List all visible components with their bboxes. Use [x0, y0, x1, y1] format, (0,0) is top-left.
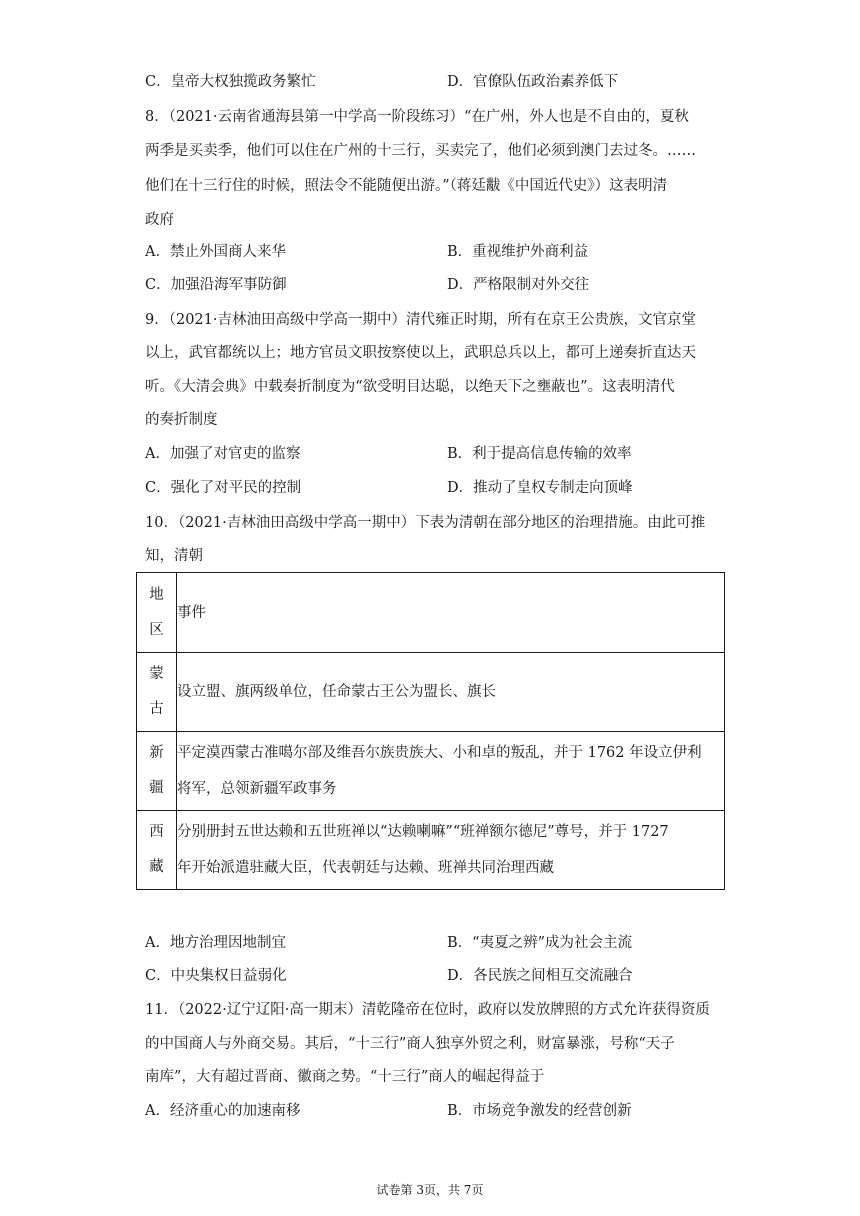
table-cell-event: 分别册封五世达赖和五世班禅以“达赖喇嘛”“班禅额尔德尼”尊号，并于 1727 年开始派遣驻藏大臣，代表朝廷与达赖、班禅共同治理西藏: [177, 811, 725, 890]
q10-option-c: C．中央集权日益弱化: [145, 968, 287, 984]
q11-stem-line: 南库”，大有超过晋商、徽商之势。“十三行”商人的崛起得益于: [145, 1069, 545, 1085]
q7-option-c: C．皇帝大权独揽政务繁忙: [145, 74, 316, 90]
table-row: [137, 653, 725, 732]
page-footer: 试卷第 3页，共 7页: [376, 1183, 484, 1197]
q11-stem-line: 11．（2022·辽宁辽阳·高一期末）清乾隆帝在位时，政府以发放牌照的方式允许获得资质: [145, 1002, 710, 1018]
table-header-region: 地区: [137, 573, 177, 653]
q10-stem-line: 知，清朝: [145, 548, 203, 564]
q9-stem-line: 9．（2021·吉林油田高级中学高一期中）清代雍正时期，所有在京王公贵族，文官京堂: [145, 312, 696, 328]
q8-stem-line: 他们在十三行住的时候，照法令不能随便出游。”（蒋廷黻《中国近代史》）这表明清: [145, 178, 668, 194]
table-row: [137, 811, 725, 890]
table-cell-event: 平定漠西蒙古准噶尔部及维吾尔族贵族大、小和卓的叛乱，并于 1762 年设立伊利 将军，总领新疆军政事务: [177, 732, 725, 811]
q7-option-d: D．官僚队伍政治素养低下: [447, 74, 619, 90]
q10-option-a: A．地方治理因地制宜: [145, 935, 286, 951]
q11-option-a: A．经济重心的加速南移: [145, 1103, 301, 1119]
q8-option-a: A．禁止外国商人来华: [145, 244, 286, 260]
q8-stem-line: 政府: [145, 212, 174, 228]
q11-option-b: B．市场竞争激发的经营创新: [447, 1103, 632, 1119]
q9-option-a: A．加强了对官吏的监察: [145, 446, 301, 462]
q9-stem-line: 听。《大清会典》中载奏折制度为“欲受明目达聪，以绝天下之壅蔽也”。这表明清代: [145, 379, 675, 395]
q10-option-b: B．“夷夏之辨”成为社会主流: [447, 935, 632, 951]
q9-stem-line: 以上，武官都统以上；地方官员文职按察使以上，武职总兵以上，都可上递奏折直达天: [145, 345, 696, 361]
table-header-event: 事件: [177, 573, 725, 653]
q8-option-d: D．严格限制对外交往: [447, 277, 590, 293]
table-row: [137, 732, 725, 811]
table-cell-region: 西藏: [137, 811, 177, 890]
q9-option-d: D．推动了皇权专制走向顶峰: [447, 480, 633, 496]
table-cell-region: 蒙古: [137, 653, 177, 732]
q10-option-d: D．各民族之间相互交流融合: [447, 968, 633, 984]
table-cell-event: 设立盟、旗两级单位，任命蒙古王公为盟长、旗长: [177, 653, 725, 732]
table-cell-region: 新疆: [137, 732, 177, 811]
q9-stem-line: 的奏折制度: [145, 412, 218, 428]
q9-option-b: B．利于提高信息传输的效率: [447, 446, 632, 462]
q11-stem-line: 的中国商人与外商交易。其后，“十三行”商人独享外贸之利，财富暴涨，号称“天子: [145, 1036, 675, 1052]
q9-option-c: C．强化了对平民的控制: [145, 480, 302, 496]
region-policy-table: [136, 572, 725, 890]
table-header-row: [137, 573, 725, 653]
q10-stem-line: 10．（2021·吉林油田高级中学高一期中）下表为清朝在部分地区的治理措施。由此可推: [145, 515, 706, 531]
q8-stem-line: 两季是买卖季，他们可以住在广州的十三行，买卖完了，他们必须到澳门去过冬。……: [145, 143, 696, 159]
q8-option-b: B．重视维护外商利益: [447, 244, 589, 260]
q8-option-c: C．加强沿海军事防御: [145, 277, 287, 293]
q8-stem-line: 8．（2021·云南省通海县第一中学高一阶段练习）“在广州，外人也是不自由的，夏秋: [145, 109, 689, 125]
